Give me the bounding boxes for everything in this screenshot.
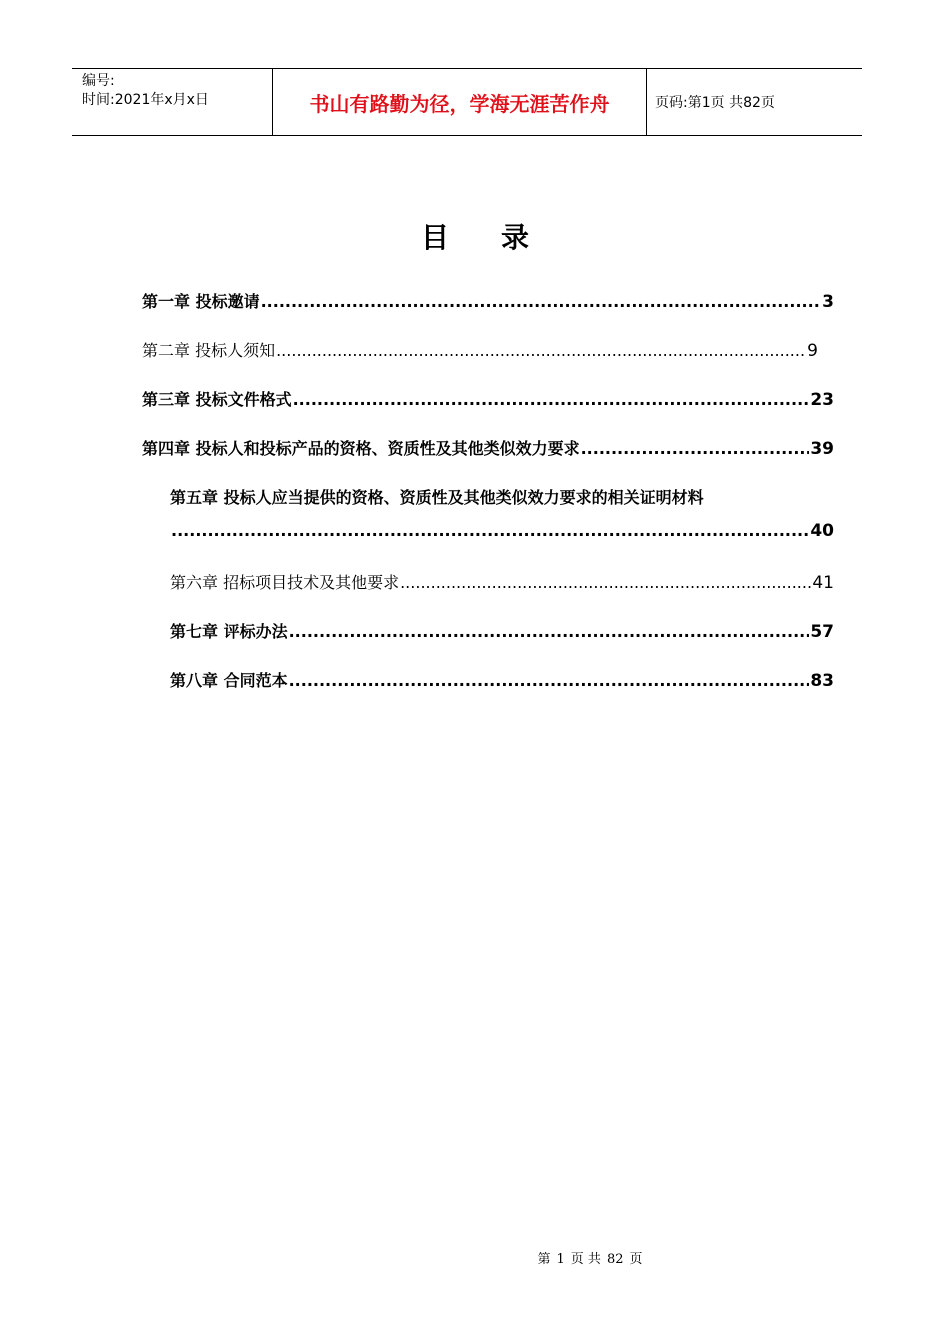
toc-leader-dots — [289, 671, 810, 690]
footer-suffix: 页 — [629, 1252, 643, 1267]
toc-leader-dots — [293, 390, 810, 409]
header-meta — [72, 69, 273, 135]
toc-entry-label: 第八章 合同范本 — [170, 671, 288, 690]
toc-entry-page: 23 — [810, 390, 834, 410]
toc-entry-4[interactable] — [142, 436, 834, 459]
toc-title: 目录 — [420, 221, 581, 254]
toc-entry-7[interactable] — [170, 619, 834, 642]
toc-entry-label: 第六章 招标项目技术及其他要求 — [170, 573, 400, 592]
footer-mid: 页 共 — [570, 1252, 601, 1267]
footer-current-page: 1 — [556, 1252, 565, 1267]
toc-entry-label: 第一章 投标邀请 — [142, 292, 260, 311]
time-label: 时间:2021年x月x日 — [82, 92, 209, 108]
toc-entry-6[interactable] — [170, 570, 834, 593]
toc-entry-page: 41 — [812, 573, 834, 593]
toc-entry-label: 第三章 投标文件格式 — [142, 390, 292, 409]
toc-leader-dots — [400, 573, 811, 592]
toc-entry-5[interactable] — [170, 521, 834, 541]
toc-leader-dots — [276, 341, 806, 360]
toc-entry-page: 39 — [810, 439, 834, 459]
toc-entry-page: 57 — [810, 622, 834, 642]
page-footer — [0, 1248, 950, 1267]
toc-entry-8[interactable] — [170, 668, 834, 691]
toc-leader-dots — [171, 521, 809, 540]
header-page-info: 页码:第1页 共82页 — [655, 95, 775, 111]
toc-entry-3[interactable] — [142, 387, 834, 410]
toc-entry-page: 9 — [807, 341, 818, 361]
toc-leader-dots — [261, 292, 822, 311]
footer-prefix: 第 — [537, 1252, 551, 1267]
toc-entry-5-label[interactable]: 第五章 投标人应当提供的资格、资质性及其他类似效力要求的相关证明材料 — [170, 488, 704, 507]
toc-entry-page: 83 — [810, 671, 834, 691]
toc-entry-label: 第四章 投标人和投标产品的资格、资质性及其他类似效力要求 — [142, 439, 580, 458]
header-motto: 书山有路勤为径，学海无涯苦作舟 — [273, 69, 647, 135]
toc-entry-2[interactable] — [142, 338, 818, 361]
toc-entry-1[interactable] — [142, 289, 834, 312]
toc-entry-page: 40 — [810, 521, 834, 541]
toc-leader-dots — [289, 622, 810, 641]
footer-total-pages: 82 — [606, 1252, 624, 1267]
number-label: 编号: — [82, 73, 115, 89]
toc-entry-label: 第二章 投标人须知 — [142, 341, 276, 360]
toc-leader-dots — [581, 439, 810, 458]
toc-entry-page: 3 — [822, 292, 834, 312]
toc-entry-label: 第七章 评标办法 — [170, 622, 288, 641]
page-header — [72, 68, 862, 136]
